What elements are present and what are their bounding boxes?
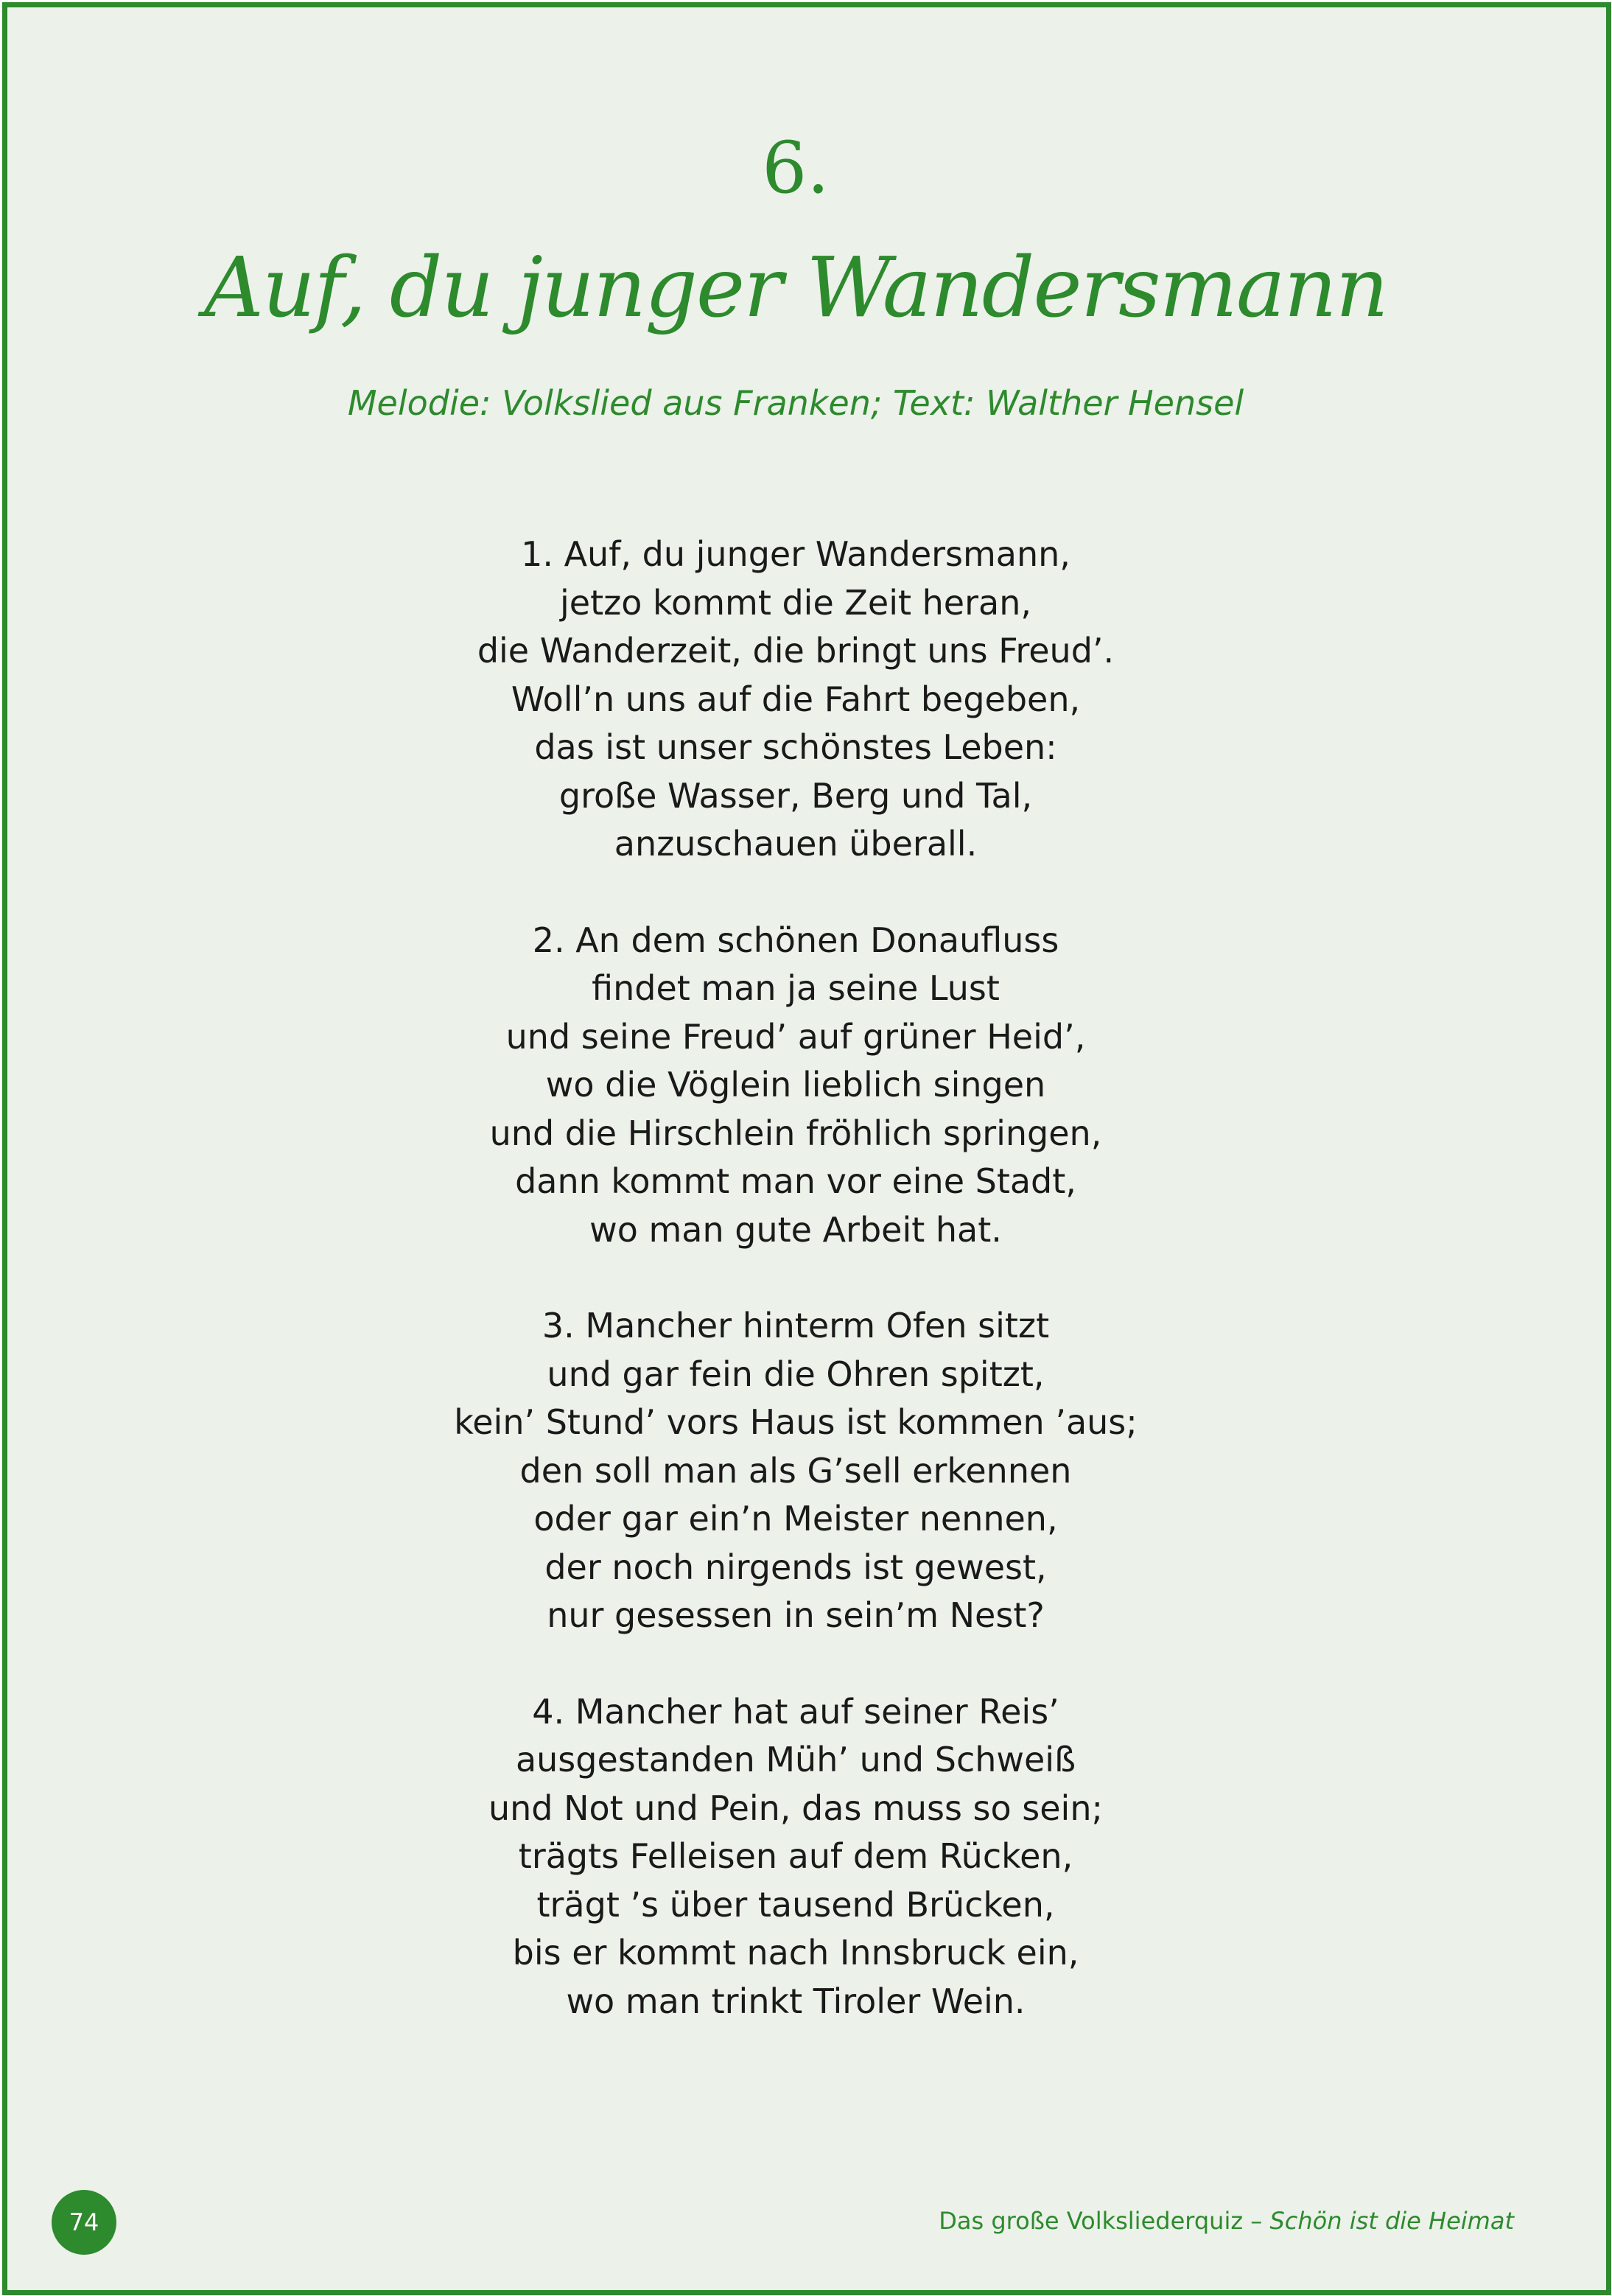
lyrics [7,531,1584,2073]
lyric-line: 2. An dem schönen Donaufluss [532,920,1059,960]
lyric-line: wo man gute Arbeit hat. [589,1209,1002,1250]
lyric-line: und gar fein die Ohren spitzt, [547,1354,1045,1394]
lyric-line: Woll’n uns auf die Fahrt begeben, [511,679,1081,719]
stanza-3 [7,1302,1584,1640]
lyric-line: und die Hirschlein fröhlich springen, [489,1113,1102,1153]
lyric-line: nur gesessen in sein’m Nest? [547,1595,1045,1635]
lyric-line: der noch nirgends ist gewest, [544,1547,1047,1587]
page [2,2,1611,2295]
lyric-line: jetzo kommt die Zeit heran, [560,582,1031,623]
footer-book-prefix: Das große Volksliederquiz – [939,2207,1270,2235]
song-credits: Melodie: Volkslied aus Franken; Text: Walther Hensel [347,383,1244,423]
song-title: Auf, du junger Wandersmann [204,240,1387,336]
lyric-line: trägts Felleisen auf dem Rücken, [518,1836,1073,1876]
stanza-2 [7,917,1584,1255]
lyric-line: und Not und Pein, das muss so sein; [488,1788,1103,1828]
footer-book-reference [939,2207,1514,2235]
lyric-line: kein’ Stund’ vors Haus ist kommen ’aus; [454,1402,1138,1442]
lyric-line: und seine Freud’ auf grüner Heid’, [505,1016,1086,1057]
lyric-line: den soll man als G’sell erkennen [519,1450,1072,1491]
stanza-1 [7,531,1584,869]
lyric-line: wo man trinkt Tiroler Wein. [566,1981,1026,2021]
lyric-line: 3. Mancher hinterm Ofen sitzt [542,1306,1050,1345]
lyric-line: dann kommt man vor eine Stadt, [515,1161,1076,1201]
lyric-line: die Wanderzeit, die bringt uns Freud’. [477,631,1115,671]
lyric-line: große Wasser, Berg und Tal, [558,775,1033,816]
stanza-4 [7,1688,1584,2026]
lyric-line: 1. Auf, du junger Wandersmann, [521,534,1070,574]
song-number: 6. [762,127,830,209]
footer-book-title: Schön ist die Heimat [1269,2207,1514,2235]
lyric-line: oder gar ein’n Meister nennen, [533,1499,1058,1539]
lyric-line: wo die Vöglein lieblich singen [545,1065,1046,1105]
lyric-line: das ist unser schönstes Leben: [534,727,1057,767]
lyric-line: bis er kommt nach Innsbruck ein, [512,1933,1079,1973]
lyric-line: trägt ’s über tausend Brücken, [536,1884,1055,1925]
lyric-line: findet man ja seine Lust [592,968,1000,1008]
page-number: 74 [69,2208,99,2236]
lyric-line: anzuschauen überall. [614,824,978,864]
lyric-line: 4. Mancher hat auf seiner Reis’ [532,1691,1059,1732]
page-number-badge [52,2190,116,2255]
lyric-line: ausgestanden Müh’ und Schweiß [515,1740,1076,1779]
